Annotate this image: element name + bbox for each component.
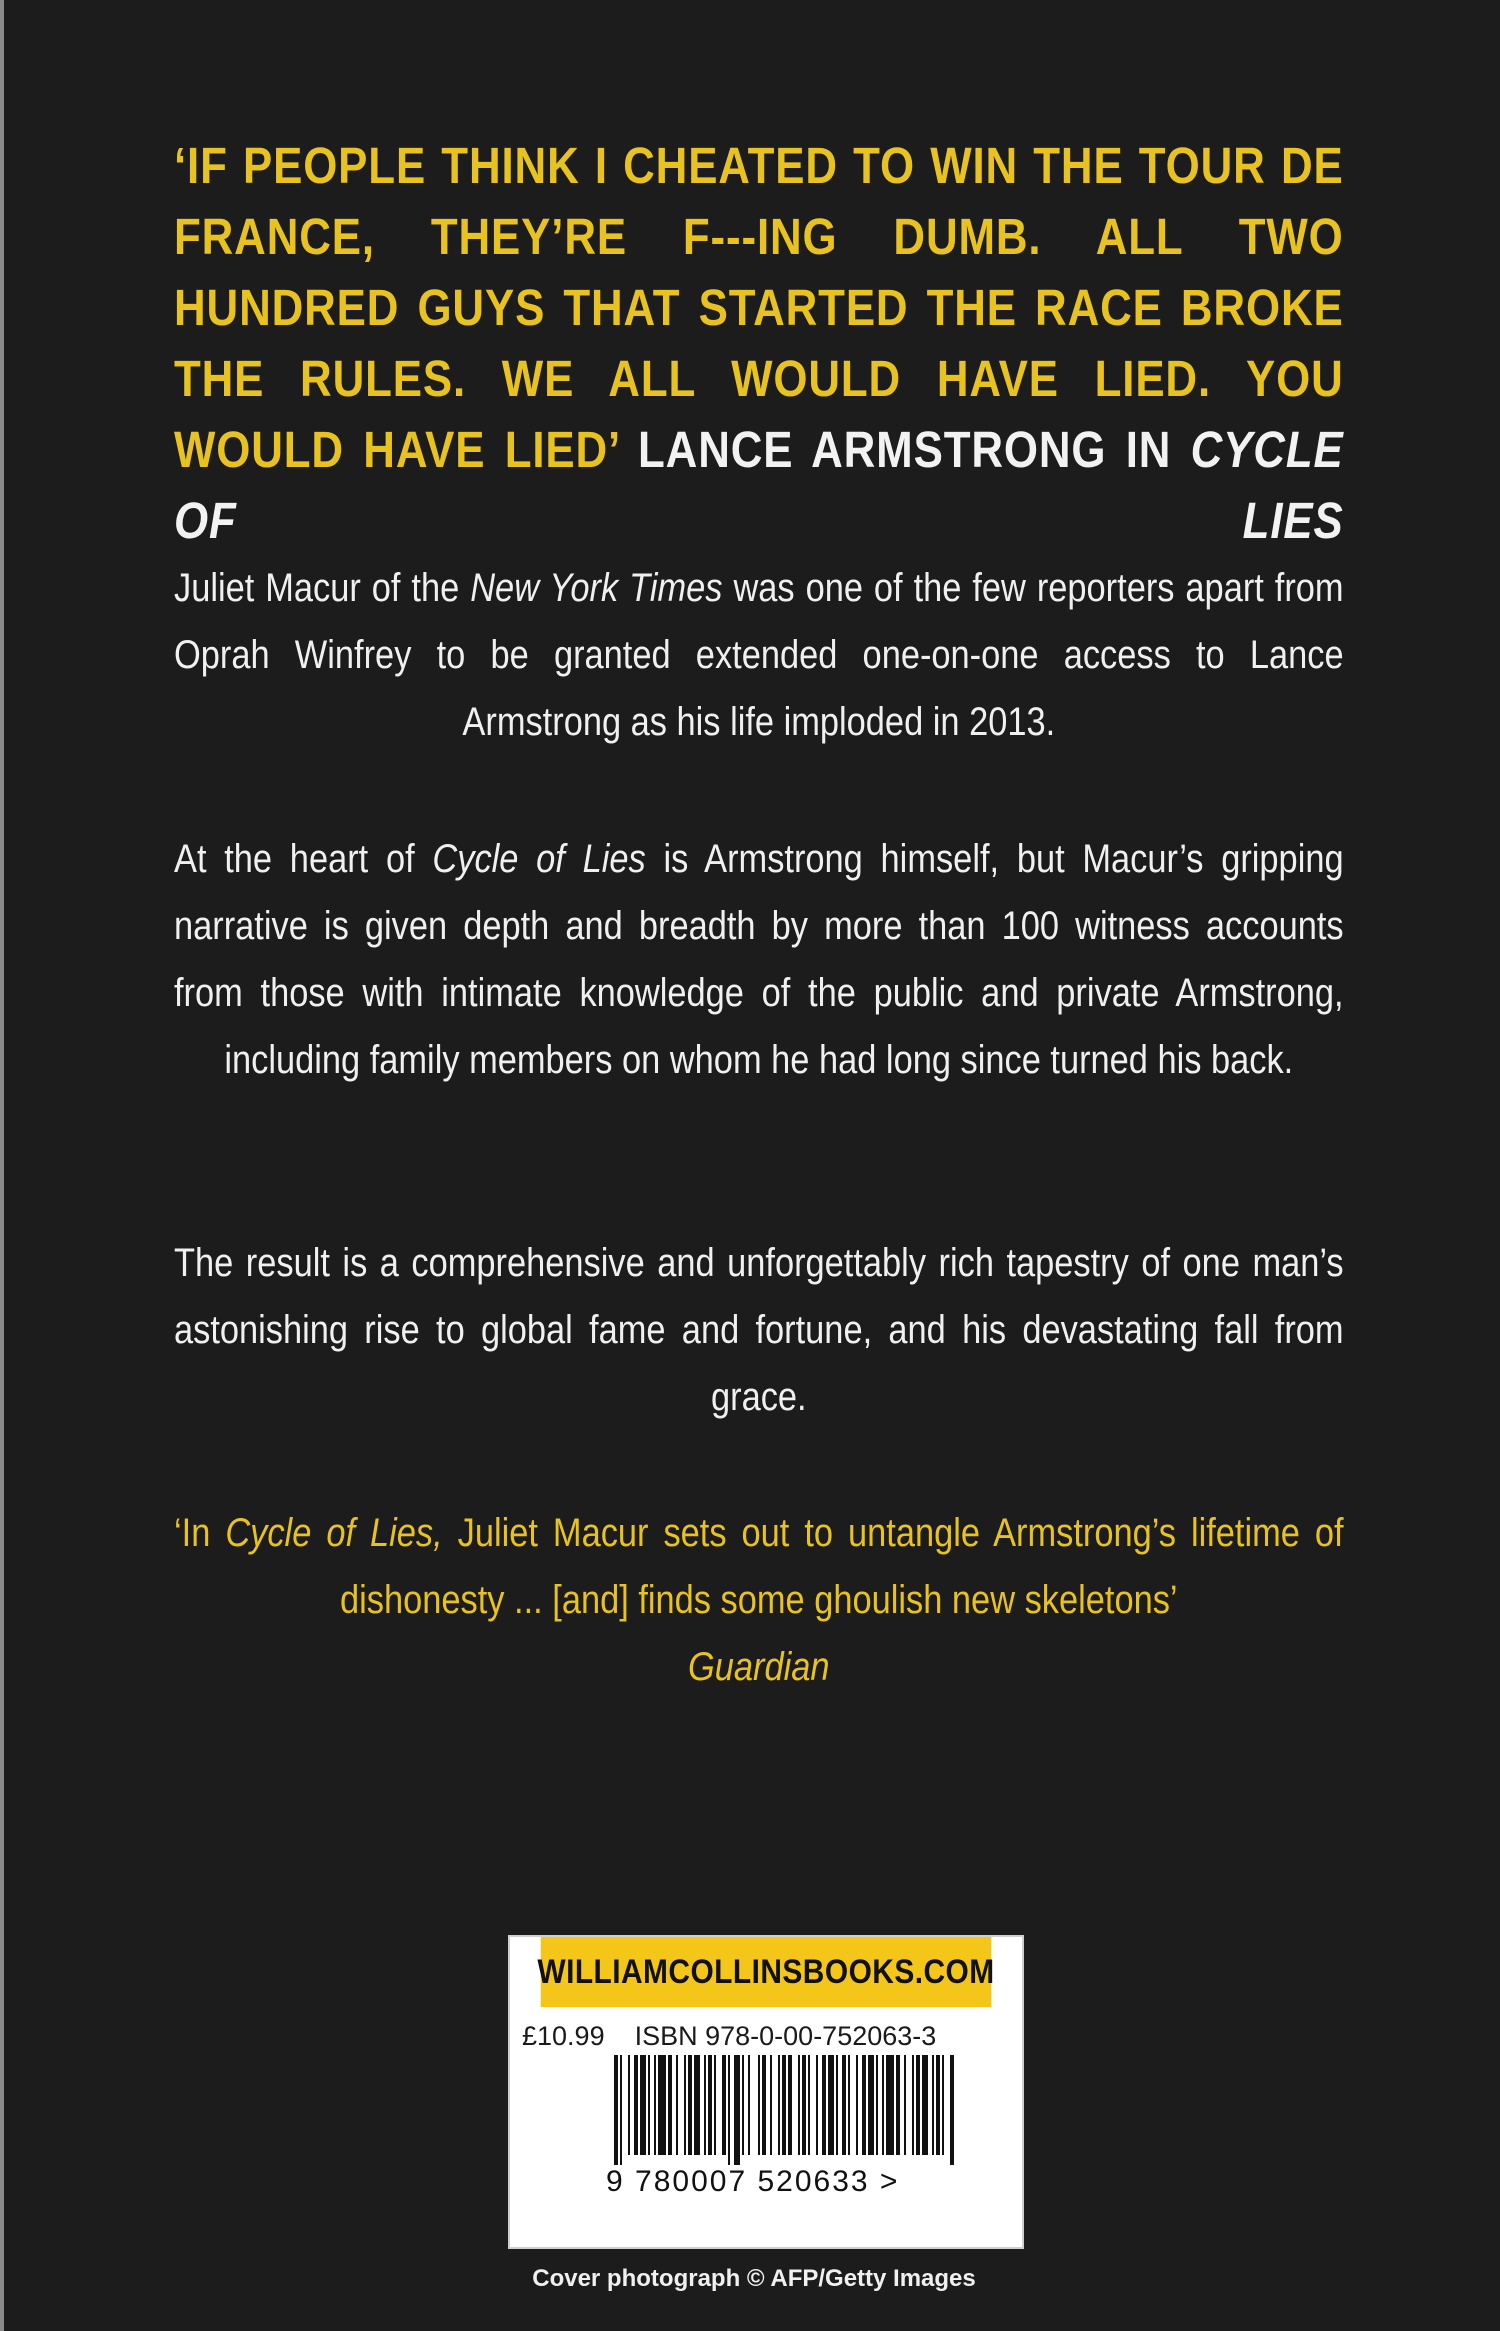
barcode-bar [688,2055,692,2155]
barcode-bar [614,2055,618,2165]
barcode-bar [788,2055,792,2155]
barcode-icon [610,2055,960,2165]
barcode-bar [762,2055,766,2155]
barcode-bar [684,2055,686,2155]
barcode-bar [912,2055,914,2155]
p2-text-a: At the heart of [174,837,415,881]
attribution-book-title: CYCLE OF LIES [174,421,1344,549]
barcode-bar [748,2055,750,2155]
barcode-bar [848,2055,850,2155]
barcode-bar [758,2055,760,2155]
barcode-bar [904,2055,906,2155]
blurb-paragraph-1 [174,555,1344,756]
barcode-bar [922,2055,928,2155]
publisher-url: WILLIAMCOLLINSBOOKS.COM [541,1937,992,2007]
review-text: Juliet Macur sets out to untangle Armstrong’s lifetime of dishonesty ... [and] finds some ghoulish new skeletons’ [340,1511,1344,1622]
barcode-bar [694,2055,700,2155]
review-quote [174,1500,1344,1701]
barcode-bar [654,2055,656,2155]
barcode-bar [882,2055,884,2155]
barcode-bar [742,2055,744,2155]
barcode-bar [822,2055,826,2155]
barcode-bar [828,2055,834,2155]
review-open: ‘In [174,1511,211,1555]
barcode-bar [628,2055,630,2155]
barcode-bar [708,2055,712,2155]
barcode-bar [916,2055,920,2155]
quote-text: ‘IF PEOPLE THINK I CHEATED TO WIN THE TOUR DE FRANCE, THEY’RE F---ING DUMB. ALL TWO HUNDRED GUYS THAT STARTED THE RACE BROKE THE RULES. WE ALL WOULD HAVE LIED. YOU WOULD HAVE LIED’ [174,137,1344,478]
p1-publication: New York Times [470,566,723,610]
barcode-bar [936,2055,940,2155]
barcode-bar [704,2055,706,2155]
barcode-bar [722,2055,726,2155]
barcode-bar [620,2055,622,2165]
barcode-bar [714,2055,716,2155]
p2-text-b: is Armstrong himself, but Macur’s gripping narrative is given depth and breadth by more than 100 witness accounts from those with intimate knowledge of the public and private Armstrong, including family members on whom he had long since turned his back. [174,837,1344,1082]
barcode-bar [668,2055,672,2155]
barcode-bar [782,2055,786,2155]
photo-credit: Cover photograph © AFP/Getty Images [532,2265,976,2292]
barcode-bar [862,2055,866,2155]
barcode-bar [770,2055,772,2155]
price: £10.99 [522,2021,605,2051]
barcode-bar [886,2055,894,2155]
blurb-paragraph-3: The result is a comprehensive and unforgettably rich tapestry of one man’s astonishing rise to global fame and fortune, and his devastating fall from grace. [174,1241,1344,1419]
blurb-paragraph-2 [174,826,1344,1094]
barcode-bar [634,2055,638,2155]
barcode-bar [640,2055,646,2155]
barcode-bar [658,2055,666,2155]
barcode-panel [508,1935,1024,2249]
barcode-bar [734,2055,740,2165]
barcode-bar [876,2055,878,2155]
barcode-bar [798,2055,800,2155]
review-book-title: Cycle of Lies, [225,1511,443,1555]
review-source: Guardian [688,1645,830,1689]
barcode-bar [950,2055,954,2165]
p2-book-title: Cycle of Lies [432,837,646,881]
barcode-bar [942,2055,944,2155]
barcode-bar [802,2055,806,2155]
barcode-bar [676,2055,678,2155]
barcode-digits: 9 780007 520633 > [606,2165,900,2198]
attribution-text: LANCE ARMSTRONG IN [638,421,1172,478]
price-row [510,2007,1022,2052]
barcode-bar [842,2055,846,2155]
barcode-bar [778,2055,780,2155]
barcode-bar [808,2055,810,2155]
barcode-bar [896,2055,900,2155]
barcode-bar [728,2055,730,2165]
barcode-bar [816,2055,818,2155]
p1-text-b: was one of the few reporters apart from Oprah Winfrey to be granted extended one-on-one access to Lance Armstrong as his life imploded in 2013. [174,566,1344,744]
p1-text-a: Juliet Macur of the [174,566,460,610]
barcode-bar [868,2055,874,2155]
barcode-bar [932,2055,934,2155]
isbn: ISBN 978-0-00-752063-3 [634,2021,937,2051]
barcode-bar [648,2055,650,2155]
barcode-bar [836,2055,838,2155]
barcode-bar [856,2055,858,2155]
pull-quote [174,130,1344,556]
